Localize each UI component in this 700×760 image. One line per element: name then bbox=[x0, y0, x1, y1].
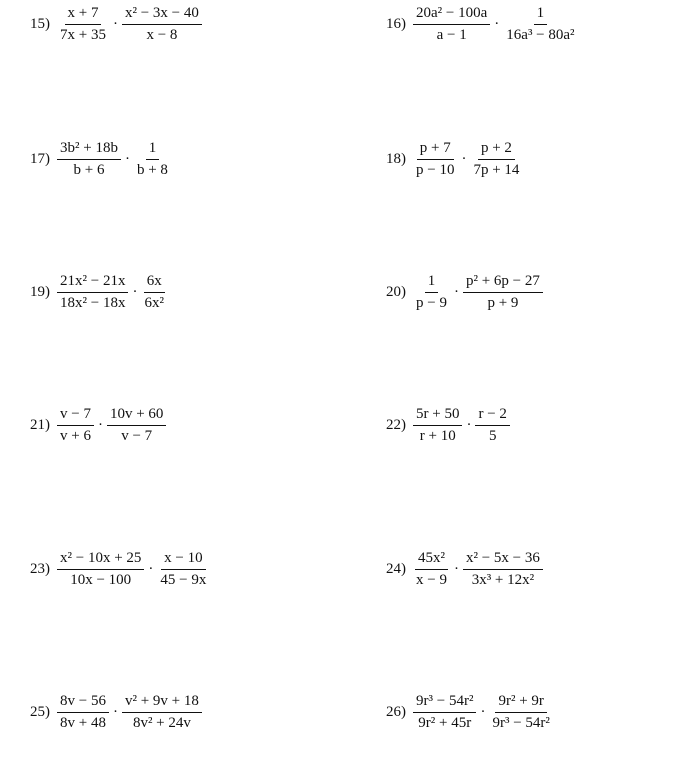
numerator: x² − 3x − 40 bbox=[122, 5, 202, 25]
problem-number: 15) bbox=[30, 16, 50, 32]
multiply-operator: · bbox=[480, 704, 486, 720]
denominator: 7p + 14 bbox=[473, 162, 520, 178]
numerator: 45x² bbox=[415, 550, 448, 570]
fraction-2 bbox=[134, 140, 171, 179]
fraction-2 bbox=[503, 5, 577, 44]
denominator: 10x − 100 bbox=[70, 572, 132, 588]
fraction-1 bbox=[57, 140, 121, 179]
problem-number: 19) bbox=[30, 284, 50, 300]
fraction-1 bbox=[57, 693, 109, 732]
denominator: 8v + 48 bbox=[60, 715, 106, 731]
fraction-1 bbox=[413, 140, 457, 179]
numerator: p + 2 bbox=[478, 140, 515, 160]
numerator: 1 bbox=[146, 140, 160, 160]
fraction-2 bbox=[122, 693, 202, 732]
fraction-1 bbox=[57, 406, 94, 445]
fraction-1 bbox=[57, 5, 109, 44]
numerator: x² − 10x + 25 bbox=[57, 550, 144, 570]
denominator: p − 10 bbox=[416, 162, 455, 178]
problem-number: 24) bbox=[386, 561, 406, 577]
multiply-operator: · bbox=[124, 151, 130, 167]
fraction-2 bbox=[463, 550, 543, 589]
problem-16 bbox=[386, 5, 578, 44]
problem-number: 21) bbox=[30, 417, 50, 433]
denominator: p − 9 bbox=[416, 295, 447, 311]
denominator: 45 − 9x bbox=[160, 572, 207, 588]
fraction-1 bbox=[57, 273, 128, 312]
denominator: b + 6 bbox=[73, 162, 105, 178]
denominator: 16a³ − 80a² bbox=[506, 27, 575, 43]
fraction-2 bbox=[489, 693, 552, 732]
problem-number: 18) bbox=[386, 151, 406, 167]
numerator: r − 2 bbox=[475, 406, 509, 426]
denominator: 18x² − 18x bbox=[60, 295, 126, 311]
numerator: 10v + 60 bbox=[107, 406, 166, 426]
numerator: v − 7 bbox=[57, 406, 94, 426]
numerator: 20a² − 100a bbox=[413, 5, 490, 25]
problem-number: 23) bbox=[30, 561, 50, 577]
fraction-2 bbox=[475, 406, 509, 445]
numerator: 9r² + 9r bbox=[495, 693, 546, 713]
fraction-1 bbox=[413, 273, 450, 312]
problem-21 bbox=[30, 406, 166, 445]
problem-number: 16) bbox=[386, 16, 406, 32]
multiply-operator: · bbox=[97, 417, 103, 433]
fraction-2 bbox=[463, 273, 543, 312]
denominator: 3x³ + 12x² bbox=[471, 572, 535, 588]
fraction-2 bbox=[157, 550, 209, 589]
numerator: p² + 6p − 27 bbox=[463, 273, 543, 293]
numerator: x − 10 bbox=[161, 550, 205, 570]
problem-number: 25) bbox=[30, 704, 50, 720]
numerator: 6x bbox=[144, 273, 165, 293]
denominator: v + 6 bbox=[60, 428, 91, 444]
problem-25 bbox=[30, 693, 202, 732]
multiply-operator: · bbox=[466, 417, 472, 433]
fraction-2 bbox=[141, 273, 167, 312]
numerator: 1 bbox=[425, 273, 439, 293]
denominator: x − 9 bbox=[416, 572, 447, 588]
multiply-operator: · bbox=[132, 284, 138, 300]
problem-18 bbox=[386, 140, 522, 179]
numerator: x + 7 bbox=[65, 5, 102, 25]
numerator: 1 bbox=[534, 5, 548, 25]
problem-19 bbox=[30, 273, 167, 312]
multiply-operator: · bbox=[453, 284, 459, 300]
numerator: 9r³ − 54r² bbox=[413, 693, 476, 713]
fraction-2 bbox=[107, 406, 166, 445]
denominator: a − 1 bbox=[436, 27, 467, 43]
fraction-2 bbox=[470, 140, 522, 179]
denominator: r + 10 bbox=[419, 428, 456, 444]
numerator: 5r + 50 bbox=[413, 406, 462, 426]
problem-15 bbox=[30, 5, 202, 44]
denominator: 5 bbox=[488, 428, 497, 444]
fraction-1 bbox=[413, 693, 476, 732]
numerator: 8v − 56 bbox=[57, 693, 109, 713]
problem-number: 20) bbox=[386, 284, 406, 300]
problem-23 bbox=[30, 550, 209, 589]
denominator: 6x² bbox=[144, 295, 164, 311]
numerator: x² − 5x − 36 bbox=[463, 550, 543, 570]
problem-20 bbox=[386, 273, 543, 312]
problem-17 bbox=[30, 140, 171, 179]
problem-number: 22) bbox=[386, 417, 406, 433]
denominator: b + 8 bbox=[136, 162, 168, 178]
numerator: 21x² − 21x bbox=[57, 273, 128, 293]
multiply-operator: · bbox=[494, 16, 500, 32]
problem-22 bbox=[386, 406, 510, 445]
multiply-operator: · bbox=[461, 151, 467, 167]
numerator: 3b² + 18b bbox=[57, 140, 121, 160]
denominator: 7x + 35 bbox=[60, 27, 106, 43]
fraction-2 bbox=[122, 5, 202, 44]
fraction-1 bbox=[413, 550, 450, 589]
problem-number: 17) bbox=[30, 151, 50, 167]
denominator: p + 9 bbox=[487, 295, 519, 311]
fraction-1 bbox=[413, 5, 490, 44]
multiply-operator: · bbox=[453, 561, 459, 577]
fraction-1 bbox=[57, 550, 144, 589]
problem-number: 26) bbox=[386, 704, 406, 720]
multiply-operator: · bbox=[112, 704, 118, 720]
problem-24 bbox=[386, 550, 543, 589]
denominator: 9r² + 45r bbox=[418, 715, 472, 731]
multiply-operator: · bbox=[148, 561, 154, 577]
denominator: x − 8 bbox=[146, 27, 178, 43]
denominator: v − 7 bbox=[121, 428, 153, 444]
fraction-1 bbox=[413, 406, 462, 445]
problem-26 bbox=[386, 693, 553, 732]
numerator: p + 7 bbox=[417, 140, 454, 160]
denominator: 9r³ − 54r² bbox=[492, 715, 550, 731]
denominator: 8v² + 24v bbox=[132, 715, 191, 731]
numerator: v² + 9v + 18 bbox=[122, 693, 202, 713]
multiply-operator: · bbox=[112, 16, 118, 32]
